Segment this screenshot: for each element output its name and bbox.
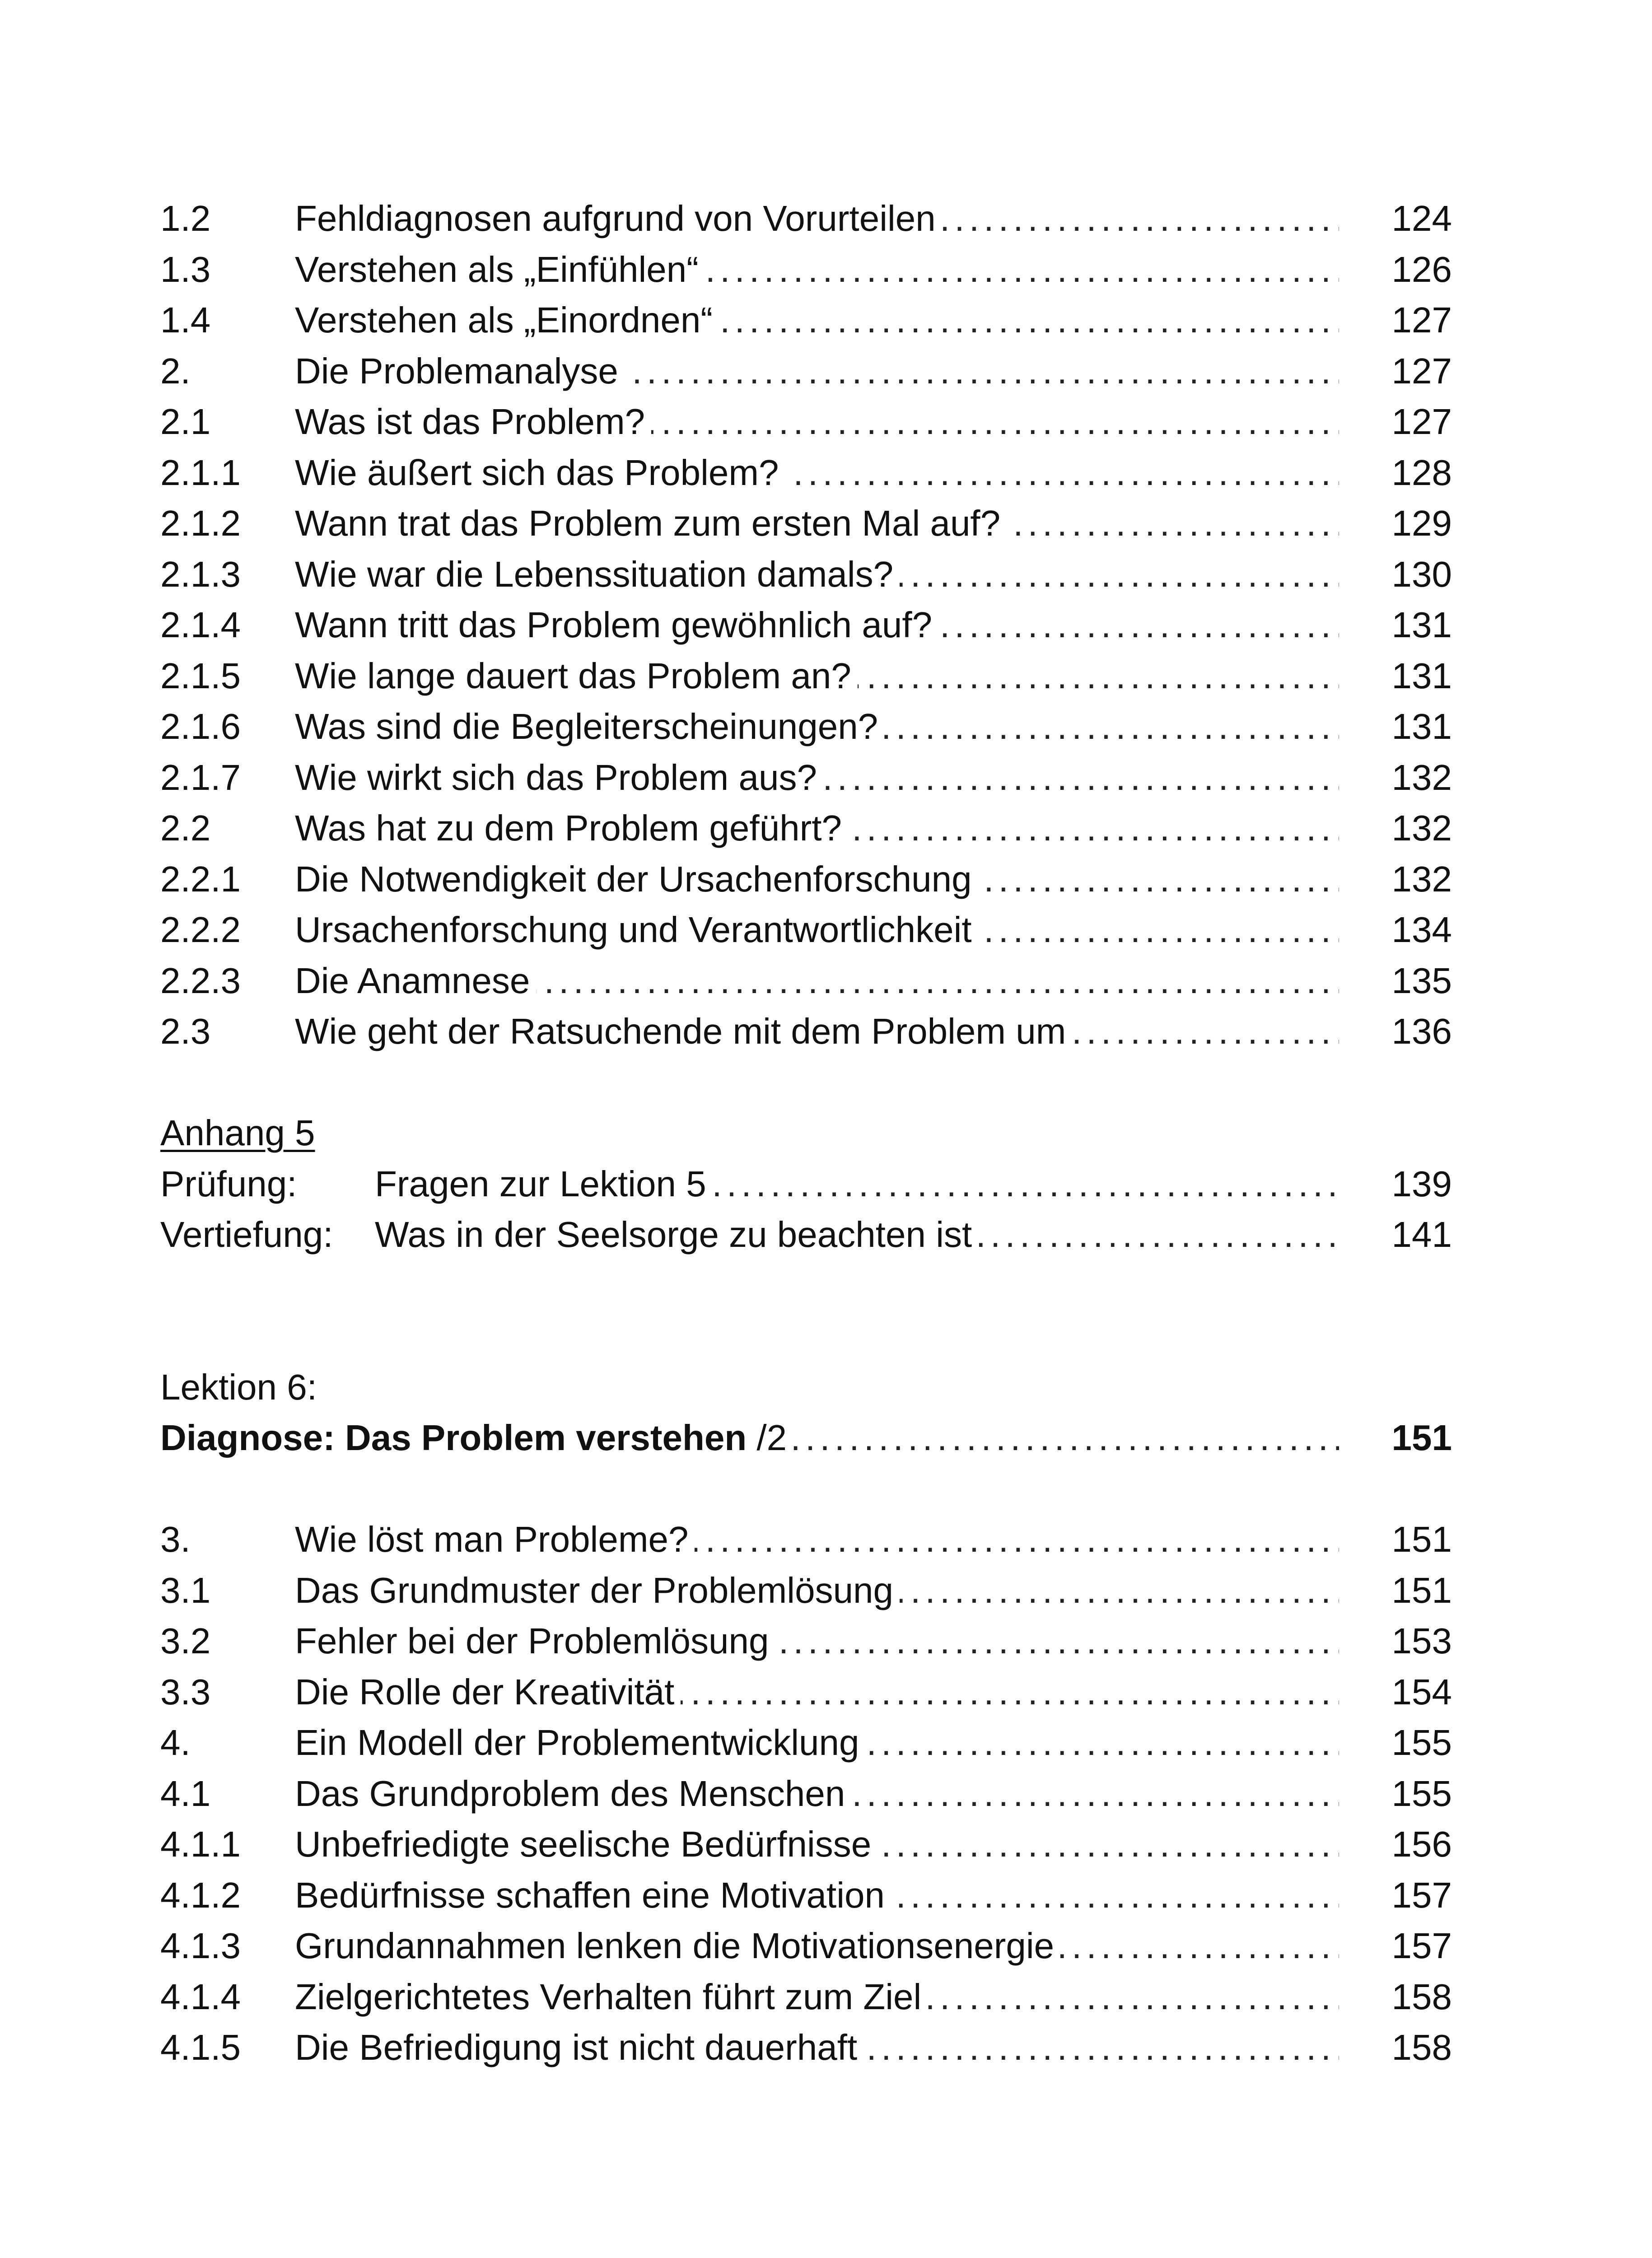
entry-number: 2.3 (160, 1011, 211, 1051)
toc-entry (160, 1159, 1452, 1210)
toc-entry (160, 1565, 1452, 1616)
entry-number: 3.1 (160, 1570, 211, 1610)
toc-entry (160, 2022, 1452, 2073)
toc-entry (160, 1921, 1452, 1972)
toc-entry (160, 448, 1452, 499)
entry-title: Unbefriedigte seelische Bedürfnisse (295, 1824, 877, 1864)
entry-page: 158 (1391, 2027, 1452, 2067)
toc-entry (160, 498, 1452, 549)
toc-entry (160, 1972, 1452, 2023)
entry-title: Das Grundmuster der Problemlösung (295, 1570, 900, 1610)
appendix-heading: Anhang 5 (160, 1113, 315, 1153)
toc-entry (160, 905, 1452, 956)
entry-page: 130 (1391, 554, 1452, 594)
entry-title: Die Notwendigkeit der Ursachenforschung (295, 859, 978, 899)
entry-title: Zielgerichtetes Verhalten führt zum Ziel (295, 1977, 928, 2017)
entry-number: 2.2.2 (160, 910, 241, 950)
entry-page: 132 (1391, 858, 1452, 899)
entry-title: Wie lange dauert das Problem an? (295, 656, 858, 696)
toc-entry (160, 956, 1452, 1007)
entry-number: 4.1.5 (160, 2027, 241, 2067)
entry-page: 126 (1391, 249, 1452, 289)
toc-entry (160, 600, 1452, 651)
entry-page: 124 (1391, 198, 1452, 238)
toc-entry (160, 854, 1452, 905)
entry-number: 2.1.1 (160, 452, 241, 493)
entry-page: 131 (1391, 655, 1452, 696)
toc-entry (160, 1006, 1452, 1057)
entry-title: Wie geht der Ratsuchende mit dem Problem um (295, 1011, 1072, 1051)
lesson-title-row (160, 1413, 1452, 1464)
entry-title: Wie äußert sich das Problem? (295, 453, 785, 493)
entry-number: 2.1.7 (160, 757, 241, 798)
entry-page: 153 (1391, 1621, 1452, 1661)
entry-page: 127 (1391, 350, 1452, 391)
entry-page: 134 (1391, 910, 1452, 950)
entry-page: 136 (1391, 1011, 1452, 1051)
toc-entry (160, 397, 1452, 448)
entry-title: Bedürfnisse schaffen eine Motivation (295, 1875, 891, 1915)
entry-title: Verstehen als „Einordnen“ (295, 300, 719, 340)
entry-page: 131 (1391, 605, 1452, 645)
entry-title: Was ist das Problem? (295, 401, 651, 442)
toc-entry (160, 1768, 1452, 1819)
entry-number: 2.2 (160, 808, 211, 848)
toc-appendix (160, 1108, 1452, 1260)
entry-page: 127 (1391, 401, 1452, 442)
entry-title: Wie wirkt sich das Problem aus? (295, 757, 823, 798)
toc-lesson (160, 1362, 1452, 1464)
entry-number: 1.3 (160, 249, 211, 289)
entry-page: 129 (1391, 503, 1452, 543)
entry-title: Wie war die Lebenssituation damals? (295, 554, 900, 594)
entry-number: 2.1.2 (160, 503, 241, 543)
toc-entry (160, 193, 1452, 244)
entry-number: 2.2.3 (160, 960, 241, 1001)
entry-number: 4.1.3 (160, 1926, 241, 1966)
entry-page: 155 (1391, 1773, 1452, 1814)
entry-title: Das Grundproblem des Menschen (295, 1773, 851, 1814)
toc-entry (160, 651, 1452, 702)
entry-page: 158 (1391, 1976, 1452, 2017)
entry-page: 154 (1391, 1671, 1452, 1712)
entry-number: 4.1.1 (160, 1824, 241, 1864)
toc-entry (160, 244, 1452, 295)
entry-number: 4. (160, 1722, 191, 1763)
toc-entry (160, 803, 1452, 854)
spacer (160, 1057, 1452, 1108)
entry-number: 1.2 (160, 198, 211, 238)
entry-number: 2. (160, 350, 191, 391)
entry-title: Was in der Seelsorge zu beachten ist (375, 1214, 978, 1255)
entry-number: 4.1.4 (160, 1976, 241, 2017)
appendix-heading-row (160, 1108, 1452, 1159)
entry-page: 131 (1391, 706, 1452, 746)
toc-entry (160, 1616, 1452, 1667)
toc-entry (160, 752, 1452, 803)
entry-number: 1.4 (160, 300, 211, 340)
entry-title: Die Rolle der Kreativität (295, 1672, 681, 1712)
entry-page: 157 (1391, 1875, 1452, 1915)
toc-entry (160, 1514, 1452, 1565)
entry-page: 132 (1391, 808, 1452, 848)
entry-page: 139 (1391, 1163, 1452, 1204)
lesson-page: 151 (1391, 1418, 1452, 1458)
toc-entry (160, 1209, 1452, 1260)
entry-title: Grundannahmen lenken die Motivationsenergie (295, 1926, 1060, 1966)
entry-title: Die Problemanalyse (295, 351, 625, 391)
toc-entry (160, 1717, 1452, 1768)
spacer (160, 1260, 1452, 1362)
toc-entry (160, 295, 1452, 346)
lesson-title-suffix: /2 (747, 1418, 787, 1458)
toc-section-a (160, 193, 1452, 1057)
entry-title: Ein Modell der Problementwicklung (295, 1722, 866, 1763)
entry-title: Wie löst man Probleme? (295, 1519, 695, 1559)
entry-title: Wann trat das Problem zum ersten Mal auf? (295, 503, 1007, 543)
entry-label: Vertiefung: (160, 1214, 333, 1255)
entry-label: Prüfung: (160, 1163, 297, 1204)
entry-title: Wann tritt das Problem gewöhnlich auf? (295, 605, 938, 645)
entry-title: Die Anamnese (295, 961, 536, 1001)
entry-number: 3.3 (160, 1671, 211, 1712)
entry-page: 151 (1391, 1570, 1452, 1610)
entry-page: 132 (1391, 757, 1452, 798)
entry-number: 3.2 (160, 1621, 211, 1661)
entry-page: 156 (1391, 1824, 1452, 1864)
table-of-contents (160, 193, 1452, 2073)
entry-title: Was sind die Begleiterscheinungen? (295, 706, 884, 746)
toc-section-b (160, 1514, 1452, 2073)
entry-number: 2.1.6 (160, 706, 241, 746)
entry-number: 4.1 (160, 1773, 211, 1814)
entry-title: Fehler bei der Problemlösung (295, 1621, 775, 1661)
spacer (160, 1464, 1452, 1515)
entry-number: 2.1.5 (160, 655, 241, 696)
entry-page: 127 (1391, 300, 1452, 340)
lesson-label: Lektion 6: (160, 1367, 317, 1407)
entry-page: 141 (1391, 1214, 1452, 1255)
entry-title: Verstehen als „Einfühlen“ (295, 249, 705, 289)
entry-title: Fragen zur Lektion 5 (375, 1164, 713, 1204)
entry-page: 151 (1391, 1519, 1452, 1559)
toc-entry (160, 1819, 1452, 1870)
entry-number: 2.1 (160, 401, 211, 442)
entry-title: Was hat zu dem Problem geführt? (295, 808, 848, 848)
toc-entry (160, 346, 1452, 397)
entry-title: Fehldiagnosen aufgrund von Vorurteilen (295, 198, 942, 238)
entry-number: 2.2.1 (160, 858, 241, 899)
lesson-title: Diagnose: Das Problem verstehen (160, 1418, 747, 1458)
toc-entry (160, 701, 1452, 752)
entry-title: Ursachenforschung und Verantwortlichkeit (295, 910, 978, 950)
entry-number: 2.1.3 (160, 554, 241, 594)
lesson-label-row (160, 1362, 1452, 1413)
entry-number: 3. (160, 1519, 191, 1559)
entry-number: 2.1.4 (160, 605, 241, 645)
toc-entry (160, 1870, 1452, 1921)
entry-number: 4.1.2 (160, 1875, 241, 1915)
toc-entry (160, 1667, 1452, 1718)
entry-page: 155 (1391, 1722, 1452, 1763)
entry-page: 128 (1391, 452, 1452, 493)
entry-title: Die Befriedigung ist nicht dauerhaft (295, 2027, 863, 2067)
toc-entry (160, 549, 1452, 600)
entry-page: 135 (1391, 960, 1452, 1001)
entry-page: 157 (1391, 1926, 1452, 1966)
